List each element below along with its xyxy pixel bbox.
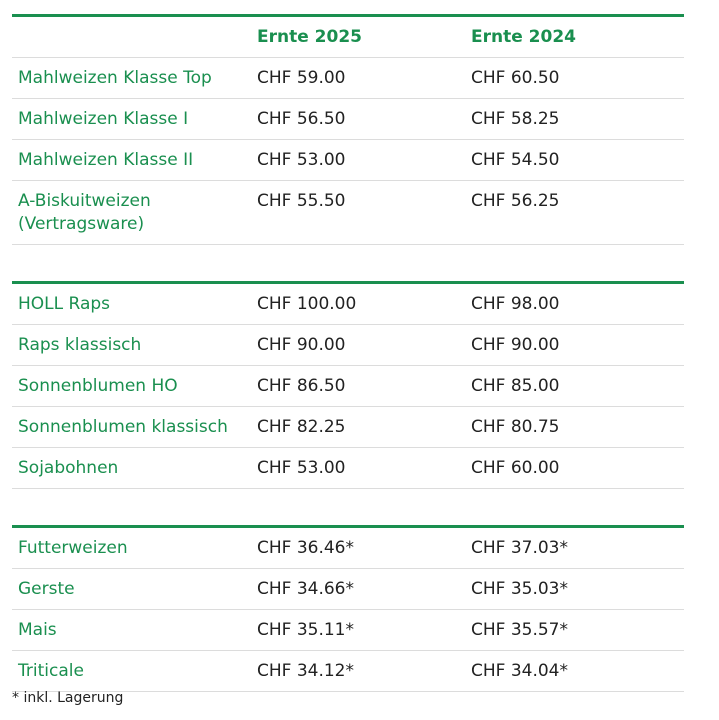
table-row	[12, 528, 684, 569]
crop-name: Sonnenblumen klassisch	[18, 417, 228, 437]
header-ernte-2025: Ernte 2025	[257, 26, 362, 47]
crop-name: Triticale	[18, 661, 84, 681]
table-row	[12, 325, 684, 366]
price-2024: CHF 85.00	[471, 376, 560, 396]
price-2024: CHF 60.50	[471, 68, 560, 88]
price-2025: CHF 100.00	[257, 294, 357, 314]
price-2025: CHF 34.66*	[257, 579, 355, 599]
table-section-oilseeds	[12, 281, 684, 489]
footnote: * inkl. Lagerung	[12, 690, 124, 706]
price-2025: CHF 56.50	[257, 109, 346, 129]
price-table	[12, 14, 684, 692]
price-2025: CHF 55.50	[257, 191, 346, 211]
crop-name: Mahlweizen Klasse I	[18, 109, 189, 129]
price-2025: CHF 53.00	[257, 150, 346, 170]
table-section-wheat	[12, 14, 684, 245]
price-2024: CHF 35.57*	[471, 620, 569, 640]
price-2024: CHF 58.25	[471, 109, 560, 129]
table-row	[12, 448, 684, 489]
price-2024: CHF 80.75	[471, 417, 560, 437]
price-2025: CHF 82.25	[257, 417, 346, 437]
price-2024: CHF 60.00	[471, 458, 560, 478]
price-2025: CHF 86.50	[257, 376, 346, 396]
crop-name: Sonnenblumen HO	[18, 376, 178, 396]
price-2024: CHF 56.25	[471, 191, 560, 211]
header-ernte-2024: Ernte 2024	[471, 26, 576, 47]
table-row	[12, 610, 684, 651]
price-2025: CHF 35.11*	[257, 620, 355, 640]
crop-name: Gerste	[18, 579, 75, 599]
table-row	[12, 99, 684, 140]
table-row	[12, 284, 684, 325]
crop-name: Futterweizen	[18, 538, 128, 558]
crop-name: HOLL Raps	[18, 294, 111, 314]
table-row	[12, 569, 684, 610]
price-2025: CHF 53.00	[257, 458, 346, 478]
price-2024: CHF 54.50	[471, 150, 560, 170]
price-2024: CHF 90.00	[471, 335, 560, 355]
crop-name: Raps klassisch	[18, 335, 142, 355]
table-row	[12, 407, 684, 448]
table-row	[12, 58, 684, 99]
table-row	[12, 366, 684, 407]
price-2025: CHF 36.46*	[257, 538, 355, 558]
table-row	[12, 140, 684, 181]
price-2024: CHF 98.00	[471, 294, 560, 314]
table-row	[12, 651, 684, 692]
price-2024: CHF 34.04*	[471, 661, 569, 681]
crop-name: Mais	[18, 620, 57, 640]
table-row	[12, 181, 684, 245]
price-2025: CHF 90.00	[257, 335, 346, 355]
price-2024: CHF 35.03*	[471, 579, 569, 599]
crop-name: A-Biskuitweizen (Vertragsware)	[18, 191, 151, 234]
table-header-row	[12, 17, 684, 58]
price-2024: CHF 37.03*	[471, 538, 569, 558]
table-section-feed	[12, 525, 684, 692]
price-2025: CHF 34.12*	[257, 661, 355, 681]
crop-name: Mahlweizen Klasse Top	[18, 68, 212, 88]
crop-name: Mahlweizen Klasse II	[18, 150, 194, 170]
crop-name: Sojabohnen	[18, 458, 119, 478]
price-2025: CHF 59.00	[257, 68, 346, 88]
